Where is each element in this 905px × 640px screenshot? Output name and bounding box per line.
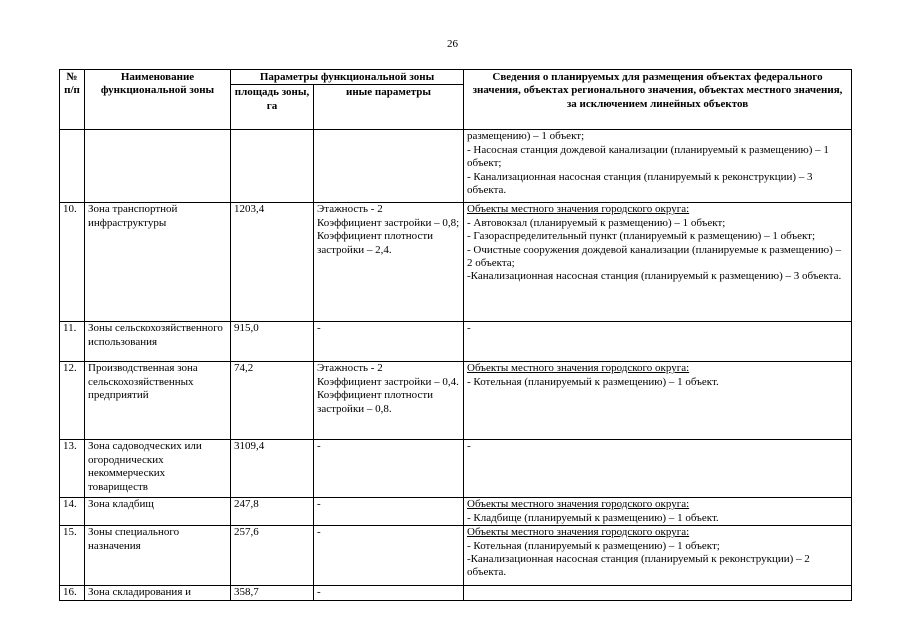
zone-params (314, 362, 464, 440)
table-row (60, 130, 852, 203)
zone-params (314, 203, 464, 322)
param-line: Коэффициент застройки – 0,4. (317, 375, 459, 388)
object-line: - Канализационная насосная станция (планируемый к реконструкции) – 3 объекта. (467, 170, 813, 197)
param-line: Коэффициент застройки – 0,8; (317, 216, 460, 229)
planned-objects (464, 203, 852, 322)
page-number: 26 (447, 38, 458, 50)
table-row (60, 526, 852, 586)
row-number (60, 130, 85, 203)
header-info: Сведения о планируемых для размещения объектах федерального значения, объектах регионального значения, объектах местного значения, за исключением линейных объектов (464, 70, 852, 130)
zone-area (231, 130, 314, 203)
zone-params (314, 526, 464, 586)
row-number: 14. (60, 498, 85, 526)
table-row (60, 203, 852, 322)
object-line: - Газораспределительный пункт (планируемый к размещению) – 1 объект; (467, 230, 816, 243)
header-area: площадь зоны, га (231, 85, 314, 130)
planned-objects (464, 440, 852, 498)
zone-area: 257,6 (231, 526, 314, 586)
param-line: - (317, 526, 321, 539)
param-line: - (317, 498, 321, 511)
planned-objects (464, 586, 852, 600)
object-line: -Канализационная насосная станция (планируемый к реконструкции) – 2 объекта. (467, 553, 810, 579)
header-params-group: Параметры функциональной зоны (231, 70, 464, 85)
object-line: - Котельная (планируемый к размещению) – 1 объект; (467, 539, 720, 552)
objects-heading: Объекты местного значения городского округа: (467, 203, 690, 216)
param-line: Коэффициент плотности застройки – 2,4. (317, 230, 434, 256)
object-line: - Кладбище (планируемый к размещению) – 1 объект. (467, 511, 719, 524)
zone-name: Зоны сельскохозяйственного использования (85, 322, 231, 362)
object-line: - Очистные сооружения дождевой канализации (планируемые к размещению) – 2 объекта; (467, 243, 842, 270)
object-line: размещению) – 1 объект; (467, 130, 585, 143)
zone-name: Зона садоводческих или огороднических некоммерческих товариществ (85, 440, 231, 498)
object-line: -Канализационная насосная станция (планируемый к размещению) – 3 объекта. (467, 270, 842, 283)
table-row (60, 498, 852, 526)
param-line: - (317, 440, 321, 453)
zone-name: Зоны специального назначения (85, 526, 231, 586)
header-name: Наименование функциональной зоны (85, 70, 231, 130)
zone-name: Зона кладбищ (85, 498, 231, 526)
zone-name (85, 130, 231, 203)
zone-params (314, 498, 464, 526)
row-number: 12. (60, 362, 85, 440)
table-header (60, 70, 852, 130)
zone-params (314, 586, 464, 600)
zone-area: 1203,4 (231, 203, 314, 322)
zone-params (314, 440, 464, 498)
row-number: 13. (60, 440, 85, 498)
planned-objects (464, 526, 852, 586)
row-number: 15. (60, 526, 85, 586)
param-line: - (317, 322, 321, 335)
table-row (60, 586, 852, 600)
zone-params (314, 130, 464, 203)
table-body (60, 130, 852, 600)
table-row (60, 322, 852, 362)
row-number: 10. (60, 203, 85, 322)
row-number: 11. (60, 322, 85, 362)
objects-heading: Объекты местного значения городского округа: (467, 498, 690, 511)
objects-heading: Объекты местного значения городского округа: (467, 526, 690, 539)
zone-area: 358,7 (231, 586, 314, 600)
row-number: 16. (60, 586, 85, 600)
planned-objects (464, 322, 852, 362)
header-other: иные параметры (314, 85, 464, 130)
zone-name: Производственная зона сельскохозяйственных предприятий (85, 362, 231, 440)
planned-objects (464, 130, 852, 203)
object-line: - (467, 440, 471, 453)
planned-objects (464, 498, 852, 526)
zone-name: Зона транспортной инфраструктуры (85, 203, 231, 322)
planned-objects (464, 362, 852, 440)
zone-area: 247,8 (231, 498, 314, 526)
zone-name: Зона складирования и (85, 586, 231, 600)
zone-area: 3109,4 (231, 440, 314, 498)
object-line: - Насосная станция дождевой канализации (планируемый к размещению) – 1 объект; (467, 143, 829, 170)
param-line: - (317, 586, 321, 599)
object-line: - Автовокзал (планируемый к размещению) – 1 объект; (467, 216, 726, 229)
object-line: - (467, 322, 471, 335)
table-row (60, 362, 852, 440)
objects-heading: Объекты местного значения городского округа: (467, 362, 690, 375)
zone-params (314, 322, 464, 362)
functional-zones-table (59, 69, 852, 601)
param-line: Этажность - 2 (317, 203, 383, 216)
zone-area: 915,0 (231, 322, 314, 362)
param-line: Коэффициент плотности застройки – 0,8. (317, 389, 434, 415)
table-row (60, 440, 852, 498)
object-line: - Котельная (планируемый к размещению) – 1 объект. (467, 375, 719, 388)
header-num: № п/п (60, 70, 85, 130)
param-line: Этажность - 2 (317, 362, 383, 375)
zone-area: 74,2 (231, 362, 314, 440)
